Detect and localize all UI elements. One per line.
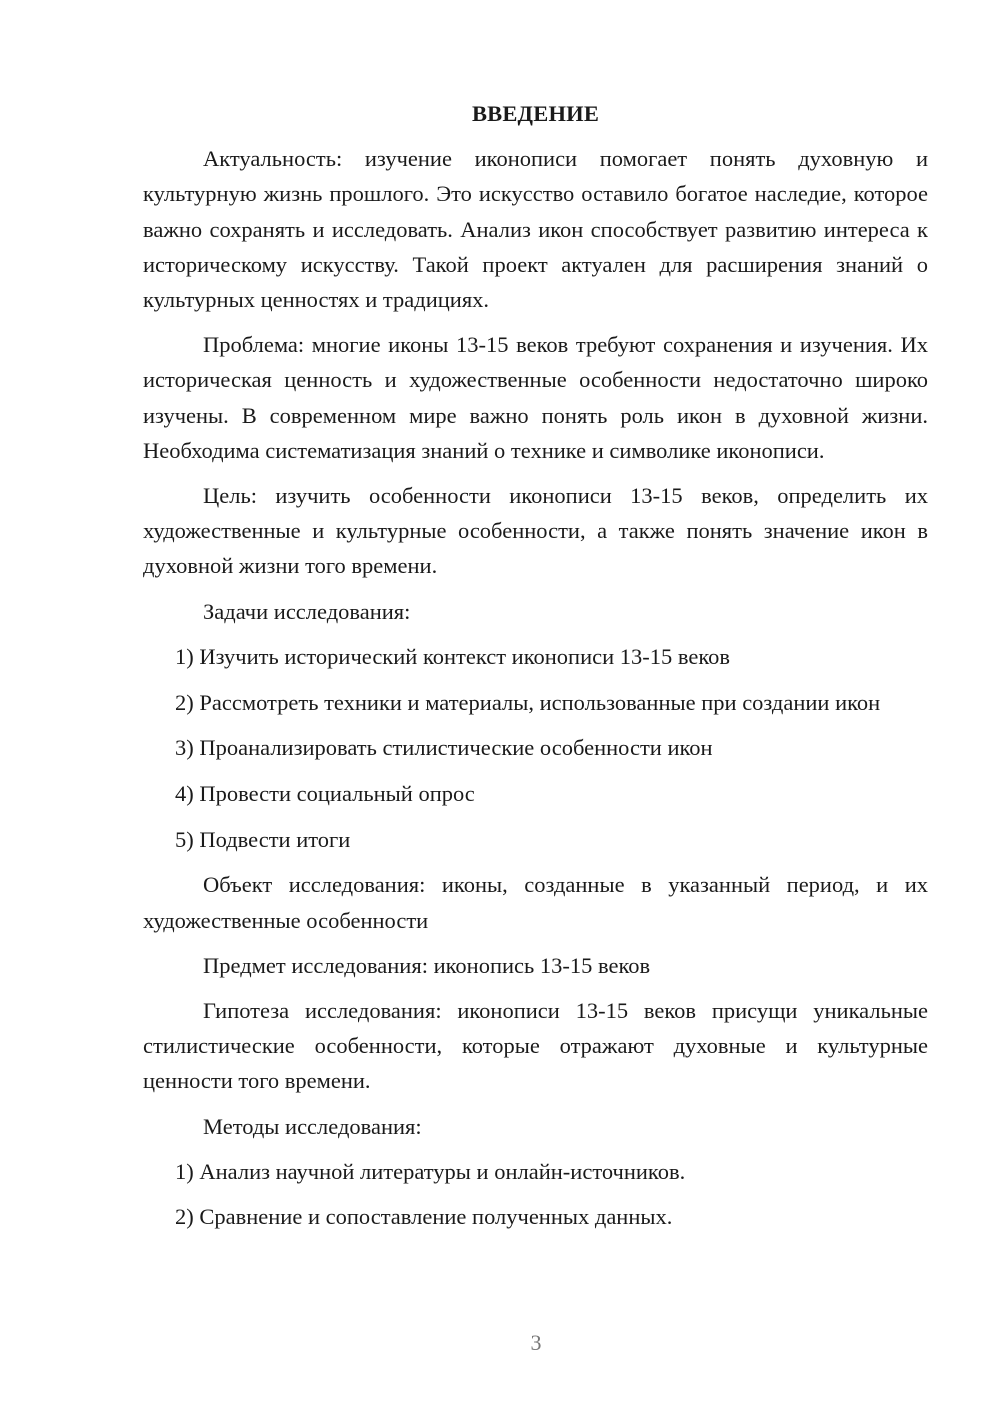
- relevance-paragraph: Актуальность: изучение иконописи помогает понять духовную и культурную жизнь прошлого. Это искусство оставило богатое наследие, которое важно сохранять и исследовать. Анализ икон способствует развитию интереса к историческому искусству. Такой проект актуален для расширения знаний о культурных ценностях и традициях.: [143, 146, 928, 313]
- task-item-4: 4) Провести социальный опрос: [175, 780, 475, 806]
- page-content: [143, 96, 928, 1245]
- subject-paragraph: Предмет исследования: иконопись 13-15 веков: [203, 952, 651, 978]
- tasks-heading: Задачи исследования:: [203, 598, 411, 624]
- method-item-2: 2) Сравнение и сопоставление полученных данных.: [175, 1204, 673, 1230]
- task-item-3: 3) Проанализировать стилистические особенности икон: [175, 735, 713, 761]
- task-item-5: 5) Подвести итоги: [175, 826, 351, 852]
- task-item-1: 1) Изучить исторический контекст иконописи 13-15 веков: [175, 643, 731, 669]
- task-item-2: 2) Рассмотреть техники и материалы, использованные при создании икон: [175, 689, 881, 715]
- section-title: ВВЕДЕНИЕ: [471, 101, 600, 126]
- page-number: 3: [530, 1330, 542, 1355]
- problem-paragraph: Проблема: многие иконы 13-15 веков требуют сохранения и изучения. Их историческая ценность и художественные особенности недостаточно широко изучены. В современном мире важно понять роль икон в духовной жизни. Необходима систематизация знаний о технике и символике иконописи.: [143, 332, 928, 463]
- methods-heading: Методы исследования:: [203, 1113, 422, 1139]
- object-paragraph: Объект исследования: иконы, созданные в указанный период, и их художественные особенности: [143, 872, 928, 933]
- method-item-1: 1) Анализ научной литературы и онлайн-источников.: [175, 1158, 686, 1184]
- goal-paragraph: Цель: изучить особенности иконописи 13-15 веков, определить их художественные и культурные особенности, а также понять значение икон в духовной жизни того времени.: [143, 483, 928, 579]
- hypothesis-paragraph: Гипотеза исследования: иконописи 13-15 веков присущи уникальные стилистические особенности, которые отражают духовные и культурные ценности того времени.: [143, 997, 928, 1094]
